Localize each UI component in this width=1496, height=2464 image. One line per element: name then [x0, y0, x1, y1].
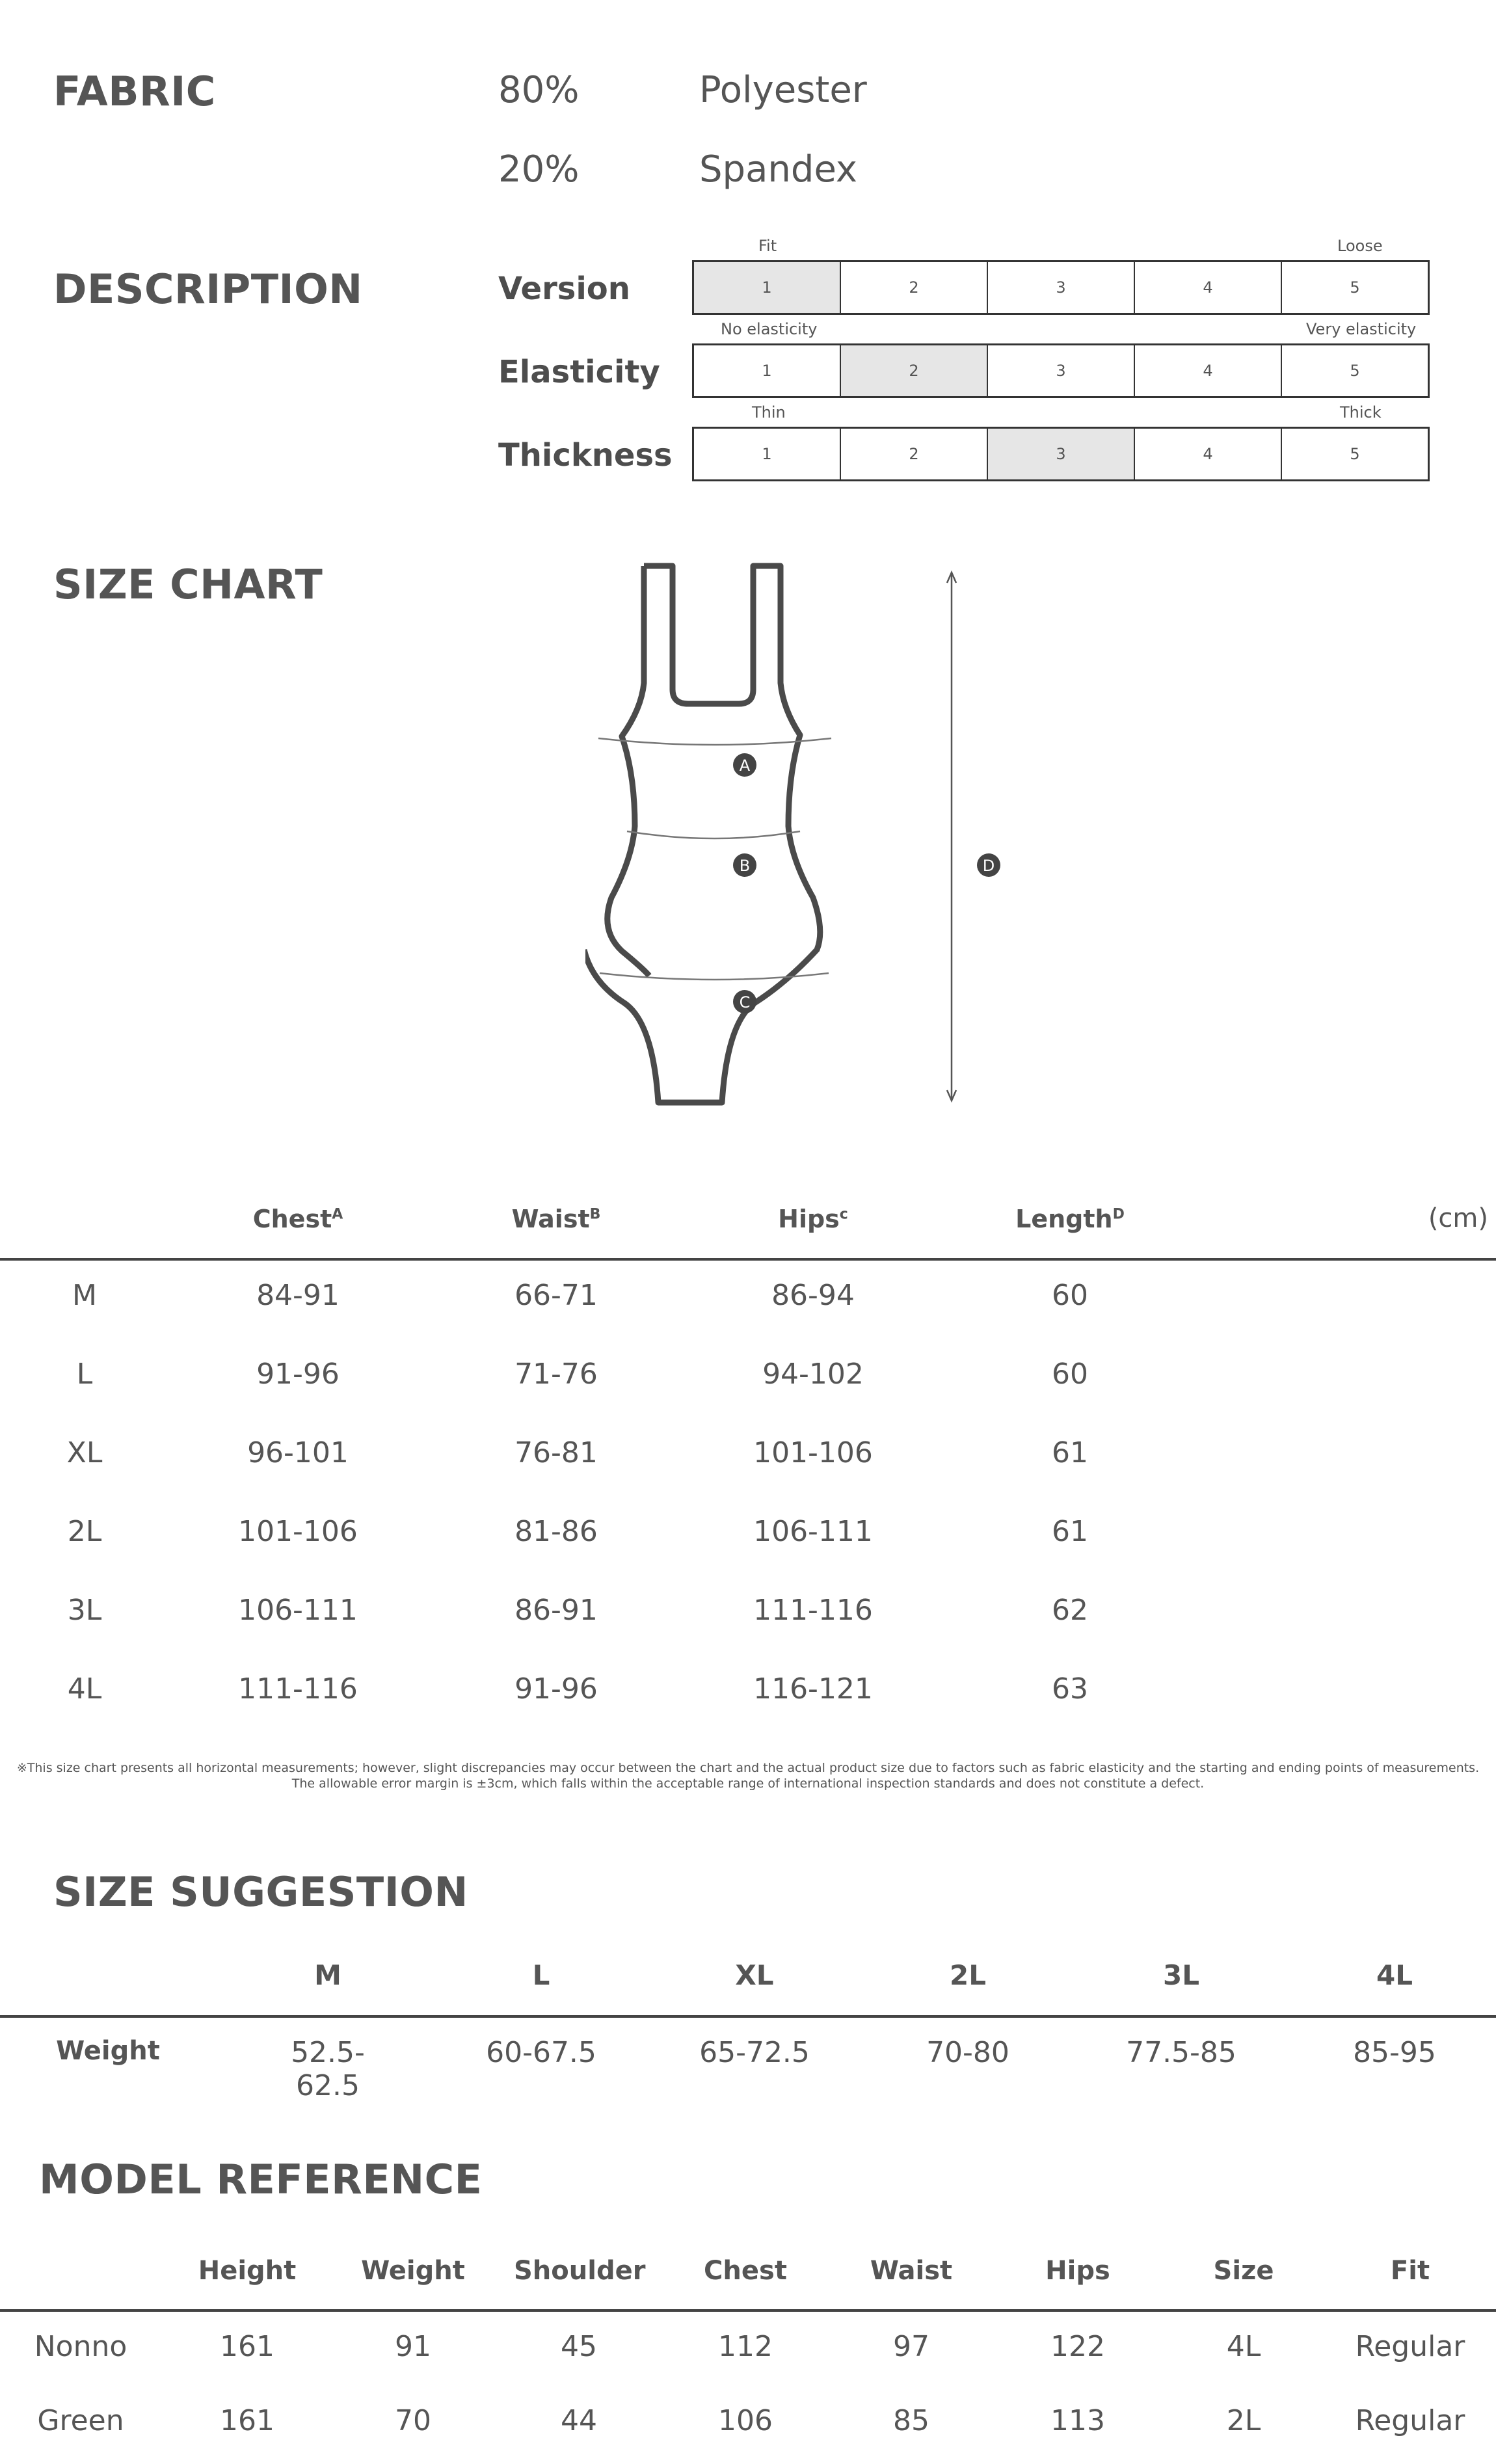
thickness-cell-1: 1: [694, 429, 841, 479]
cell-length: 61: [1052, 1436, 1088, 1469]
suggestion-size-xl: XL: [735, 1959, 774, 1991]
model-shoulder: 45: [561, 2330, 597, 2363]
weight-row-label: Weight: [56, 2036, 160, 2066]
model-col-height: Height: [198, 2256, 297, 2286]
size-chart-note-line-1: ※This size chart presents all horizontal measurements; however, slight discrepancies may occur between the chart and the actual product size due to factors such as fabric elasticity and the starting and ending points of measurements.: [16, 1761, 1480, 1775]
marker-c-label: C: [739, 993, 751, 1011]
model-col-waist: Waist: [870, 2256, 953, 2286]
suggestion-size-4l: 4L: [1376, 1959, 1413, 1991]
model-chest: 112: [718, 2330, 773, 2363]
weight-4l: 85-95: [1353, 2036, 1436, 2069]
col-waist-header: Waist$^B$: [511, 1205, 601, 1233]
cell-length: 60: [1052, 1279, 1088, 1312]
cell-chest: 96-101: [247, 1436, 349, 1469]
cell-hips: 111-116: [753, 1594, 873, 1627]
version-cell-5: 5: [1350, 278, 1360, 297]
model-waist: 85: [893, 2404, 929, 2437]
model-col-shoulder: Shoulder: [514, 2256, 646, 2286]
size-chart-heading: SIZE CHART: [53, 561, 323, 608]
row-size: M: [72, 1279, 97, 1312]
weight-xl: 65-72.5: [699, 2036, 810, 2069]
fabric-material-1: Polyester: [699, 69, 867, 111]
model-col-fit: Fit: [1390, 2256, 1430, 2286]
elasticity-cell-5: 5: [1350, 362, 1360, 380]
cell-hips: 106-111: [753, 1515, 873, 1548]
elasticity-low-caption: No elasticity: [721, 320, 818, 338]
weight-3l: 77.5-85: [1126, 2036, 1236, 2069]
elasticity-cell-1: 1: [694, 345, 841, 396]
thickness-cell-5: 5: [1350, 445, 1360, 463]
cell-chest: 101-106: [238, 1515, 358, 1548]
cell-waist: 86-91: [514, 1594, 598, 1627]
model-size: 4L: [1226, 2330, 1261, 2363]
model-size: 2L: [1226, 2404, 1261, 2437]
model-height: 161: [220, 2404, 274, 2437]
thickness-cell-3: 3: [988, 429, 1135, 479]
description-heading: DESCRIPTION: [53, 265, 363, 313]
row-size: 4L: [67, 1672, 102, 1706]
marker-b-label: B: [739, 857, 751, 875]
row-size: XL: [66, 1436, 103, 1469]
model-reference-heading: MODEL REFERENCE: [39, 2156, 483, 2203]
thickness-scale: [692, 427, 1430, 481]
row-size: 2L: [67, 1515, 102, 1548]
model-height: 161: [220, 2330, 274, 2363]
waist-measure-line: [627, 831, 800, 838]
col-length-header: Length$^D$: [1015, 1205, 1125, 1233]
thickness-high-caption: Thick: [1340, 403, 1382, 422]
model-hips: 113: [1050, 2404, 1105, 2437]
model-shoulder: 44: [561, 2404, 597, 2437]
weight-2l: 70-80: [926, 2036, 1009, 2069]
col-hips-header: Hips$^c$: [778, 1205, 848, 1233]
model-fit: Regular: [1355, 2330, 1465, 2363]
cell-waist: 66-71: [514, 1279, 598, 1312]
row-size: L: [76, 1358, 93, 1391]
version-cell-2: 2: [841, 262, 988, 313]
cell-hips: 94-102: [762, 1358, 864, 1391]
cell-chest: 84-91: [256, 1279, 340, 1312]
model-col-size: Size: [1213, 2256, 1274, 2286]
thickness-label: Thickness: [498, 437, 673, 474]
model-weight: 91: [395, 2330, 431, 2363]
model-col-chest: Chest: [704, 2256, 787, 2286]
model-fit: Regular: [1355, 2404, 1465, 2437]
cell-waist: 81-86: [514, 1515, 598, 1548]
suggestion-size-3l: 3L: [1163, 1959, 1199, 1991]
thickness-cell-4: 4: [1135, 429, 1282, 479]
thickness-low-caption: Thin: [752, 403, 786, 422]
elasticity-cell-3: 3: [988, 345, 1135, 396]
cell-length: 62: [1052, 1594, 1088, 1627]
model-col-hips: Hips: [1045, 2256, 1110, 2286]
model-reference-rule: [0, 2309, 1496, 2312]
version-low-caption: Fit: [758, 237, 777, 255]
model-weight: 70: [395, 2404, 431, 2437]
model-col-weight: Weight: [361, 2256, 465, 2286]
cell-chest: 91-96: [256, 1358, 340, 1391]
unit-label: (cm): [1428, 1203, 1488, 1233]
version-label: Version: [498, 271, 630, 307]
size-chart-note-line-2: The allowable error margin is ±3cm, which falls within the acceptable range of international inspection standards and does not constitute a defect.: [291, 1776, 1205, 1791]
version-cell-4: 4: [1135, 262, 1282, 313]
cell-length: 63: [1052, 1672, 1088, 1706]
model-hips: 122: [1050, 2330, 1105, 2363]
thickness-cell-2: 2: [841, 429, 988, 479]
cell-waist: 71-76: [514, 1358, 598, 1391]
cell-hips: 101-106: [753, 1436, 873, 1469]
fabric-heading: FABRIC: [53, 68, 216, 115]
cell-length: 60: [1052, 1358, 1088, 1391]
row-size: 3L: [67, 1594, 102, 1627]
version-scale: [692, 260, 1430, 315]
size-suggestion-rule: [0, 2015, 1496, 2018]
marker-a-label: A: [739, 757, 751, 775]
weight-l: 60-67.5: [486, 2036, 596, 2069]
cell-hips: 116-121: [753, 1672, 873, 1706]
suggestion-size-2l: 2L: [950, 1959, 986, 1991]
cell-length: 61: [1052, 1515, 1088, 1548]
col-chest-header: Chest$^A$: [252, 1205, 343, 1233]
fabric-percent-1: 80%: [498, 69, 580, 111]
suggestion-size-m: M: [314, 1959, 341, 1991]
cell-waist: 76-81: [514, 1436, 598, 1469]
swimsuit-diagram: [585, 553, 1041, 1112]
suggestion-size-l: L: [532, 1959, 550, 1991]
marker-d-label: D: [982, 857, 995, 875]
model-waist: 97: [893, 2330, 929, 2363]
size-chart-header-rule: [0, 1258, 1496, 1261]
elasticity-label: Elasticity: [498, 354, 660, 390]
cell-chest: 111-116: [238, 1672, 358, 1706]
elasticity-cell-4: 4: [1135, 345, 1282, 396]
fabric-percent-2: 20%: [498, 148, 580, 191]
elasticity-high-caption: Very elasticity: [1306, 320, 1417, 338]
elasticity-scale: [692, 343, 1430, 398]
elasticity-cell-2: 2: [841, 345, 988, 396]
version-cell-1: 1: [694, 262, 841, 313]
cell-waist: 91-96: [514, 1672, 598, 1706]
cell-hips: 86-94: [771, 1279, 855, 1312]
model-chest: 106: [718, 2404, 773, 2437]
weight-m: 52.5-62.5: [291, 2036, 365, 2102]
size-suggestion-heading: SIZE SUGGESTION: [53, 1868, 468, 1916]
fabric-material-2: Spandex: [699, 148, 858, 191]
swimsuit-left-side: [608, 566, 649, 976]
cell-chest: 106-111: [238, 1594, 358, 1627]
model-name: Nonno: [34, 2330, 127, 2363]
model-name: Green: [37, 2404, 124, 2437]
version-high-caption: Loose: [1337, 237, 1383, 255]
version-cell-3: 3: [988, 262, 1135, 313]
